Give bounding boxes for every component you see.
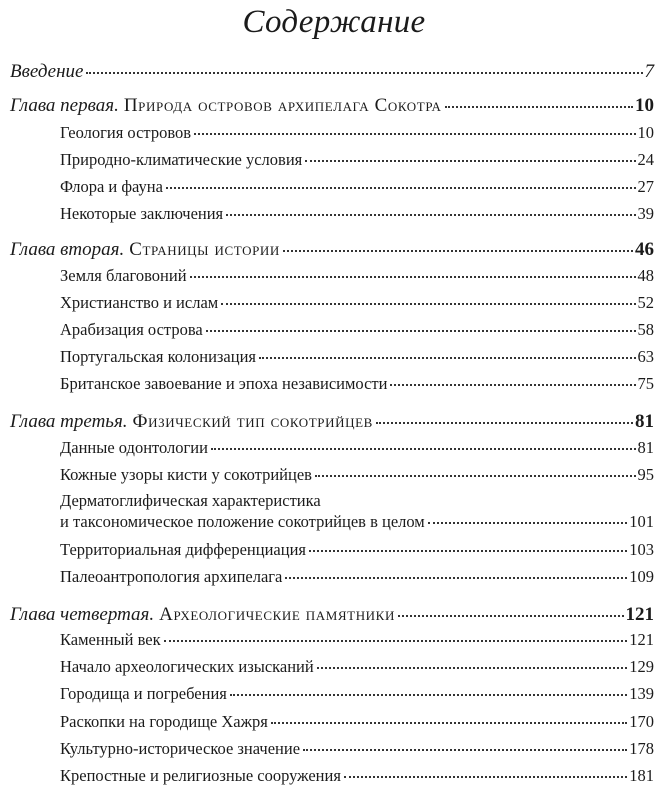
dot-leader	[166, 187, 636, 189]
dot-leader	[428, 522, 628, 524]
section-title: Христианство и ислам	[60, 293, 219, 312]
page-number: 63	[637, 347, 654, 366]
toc-section[interactable]	[60, 739, 654, 760]
section-title: Раскопки на городище Хажря	[60, 712, 268, 731]
dot-leader	[211, 448, 636, 450]
toc-section[interactable]	[60, 123, 654, 144]
page-number: 109	[629, 567, 654, 586]
dot-leader	[259, 357, 635, 359]
page-number: 121	[629, 630, 654, 649]
page-number: 58	[637, 320, 654, 339]
page-number: 95	[637, 465, 654, 484]
toc-section[interactable]	[60, 567, 654, 588]
toc-section[interactable]	[60, 438, 654, 459]
page-number: 101	[629, 512, 654, 531]
dot-leader	[221, 303, 635, 305]
chapter-heading: Физический тип сокотрийцев	[132, 411, 373, 432]
page-number: 121	[625, 604, 654, 625]
toc-section[interactable]	[60, 540, 654, 561]
dot-leader	[303, 749, 627, 751]
chapter-label: Глава третья.	[10, 411, 128, 432]
toc-chapter-2[interactable]	[10, 238, 654, 262]
section-title: Палеоантропология архипелага	[60, 567, 283, 586]
chapter-heading: Археологические памятники	[159, 604, 395, 625]
toc-section[interactable]	[60, 657, 654, 678]
section-title: Городища и погребения	[60, 684, 227, 703]
page-number: 81	[637, 438, 654, 457]
dot-leader	[206, 330, 636, 332]
page-number: 48	[637, 266, 654, 285]
toc-chapter-4[interactable]	[10, 603, 654, 627]
dot-leader	[445, 106, 634, 108]
dot-leader	[315, 475, 636, 477]
toc-section[interactable]	[60, 374, 654, 395]
dot-leader	[226, 214, 635, 216]
section-title: Территориальная дифференциация	[60, 540, 306, 559]
section-title: Португальская колонизация	[60, 347, 257, 366]
toc-section[interactable]	[60, 204, 654, 225]
toc-section[interactable]	[60, 465, 654, 486]
dot-leader	[190, 276, 636, 278]
dot-leader	[376, 422, 633, 424]
dot-leader	[317, 667, 628, 669]
page-number: 181	[629, 766, 654, 785]
page-number: 139	[629, 684, 654, 703]
page-number: 27	[637, 177, 654, 196]
dot-leader	[194, 133, 635, 135]
toc-chapter-1[interactable]	[10, 94, 654, 118]
section-title: Арабизация острова	[60, 320, 203, 339]
page-number: 10	[637, 123, 654, 142]
section-title: Культурно-историческое значение	[60, 739, 301, 758]
toc-section[interactable]	[60, 630, 654, 651]
page-number: 24	[637, 150, 654, 169]
dot-leader	[283, 250, 633, 252]
page-number: 129	[629, 657, 654, 676]
section-title: Начало археологических изысканий	[60, 657, 314, 676]
page-number: 81	[635, 411, 654, 432]
section-title: Британское завоевание и эпоха независимости	[60, 374, 388, 393]
toc-section[interactable]	[60, 512, 654, 533]
dot-leader	[271, 722, 627, 724]
dot-leader	[164, 640, 628, 642]
toc-section[interactable]	[60, 684, 654, 705]
dot-leader	[309, 550, 627, 552]
dot-leader	[86, 72, 642, 74]
page-number: 7	[644, 61, 654, 82]
dot-leader	[305, 160, 635, 162]
page-number: 10	[635, 95, 654, 116]
chapter-label: Глава четвертая.	[10, 604, 155, 625]
section-title: Флора и фауна	[60, 177, 163, 196]
section-title: Крепостные и религиозные сооружения	[60, 766, 341, 785]
section-title: Каменный век	[60, 630, 161, 649]
dot-leader	[285, 577, 627, 579]
section-title: Некоторые заключения	[60, 204, 224, 223]
toc-section[interactable]	[60, 320, 654, 341]
dot-leader	[344, 776, 627, 778]
chapter-label: Глава вторая.	[10, 239, 125, 260]
section-title: и таксономическое положение сокотрийцев в целом	[60, 512, 425, 531]
section-title: Геология островов	[60, 123, 192, 142]
toc-chapter-3[interactable]	[10, 410, 654, 434]
toc-section[interactable]	[60, 293, 654, 314]
dot-leader	[230, 694, 627, 696]
page-title: Содержание	[242, 4, 426, 40]
toc-section[interactable]	[60, 177, 654, 198]
entry-title: Введение	[10, 61, 84, 82]
toc-section[interactable]	[60, 347, 654, 368]
page-number: 39	[637, 204, 654, 223]
chapter-heading: Природа островов архипелага Сокотра	[123, 95, 442, 116]
toc-section[interactable]	[60, 150, 654, 171]
toc-section[interactable]	[60, 266, 654, 287]
page-number: 75	[637, 374, 654, 393]
section-title: Природно-климатические условия	[60, 150, 303, 169]
page-number: 52	[637, 293, 654, 312]
chapter-heading: Страницы истории	[129, 239, 280, 260]
dot-leader	[398, 615, 624, 617]
section-title: Данные одонтологии	[60, 438, 208, 457]
dot-leader	[390, 384, 635, 386]
page-number: 103	[629, 540, 654, 559]
section-title: Земля благовоний	[60, 266, 187, 285]
page-number: 46	[635, 239, 654, 260]
chapter-label: Глава первая.	[10, 95, 119, 116]
toc-entry-introduction[interactable]	[10, 60, 654, 84]
section-title-line-1: Дерматоглифическая характеристика	[60, 491, 321, 510]
section-title: Кожные узоры кисти у сокотрийцев	[60, 465, 312, 484]
toc-section[interactable]	[60, 712, 654, 733]
toc-section[interactable]	[60, 766, 654, 787]
page-number: 178	[629, 739, 654, 758]
page-number: 170	[629, 712, 654, 731]
